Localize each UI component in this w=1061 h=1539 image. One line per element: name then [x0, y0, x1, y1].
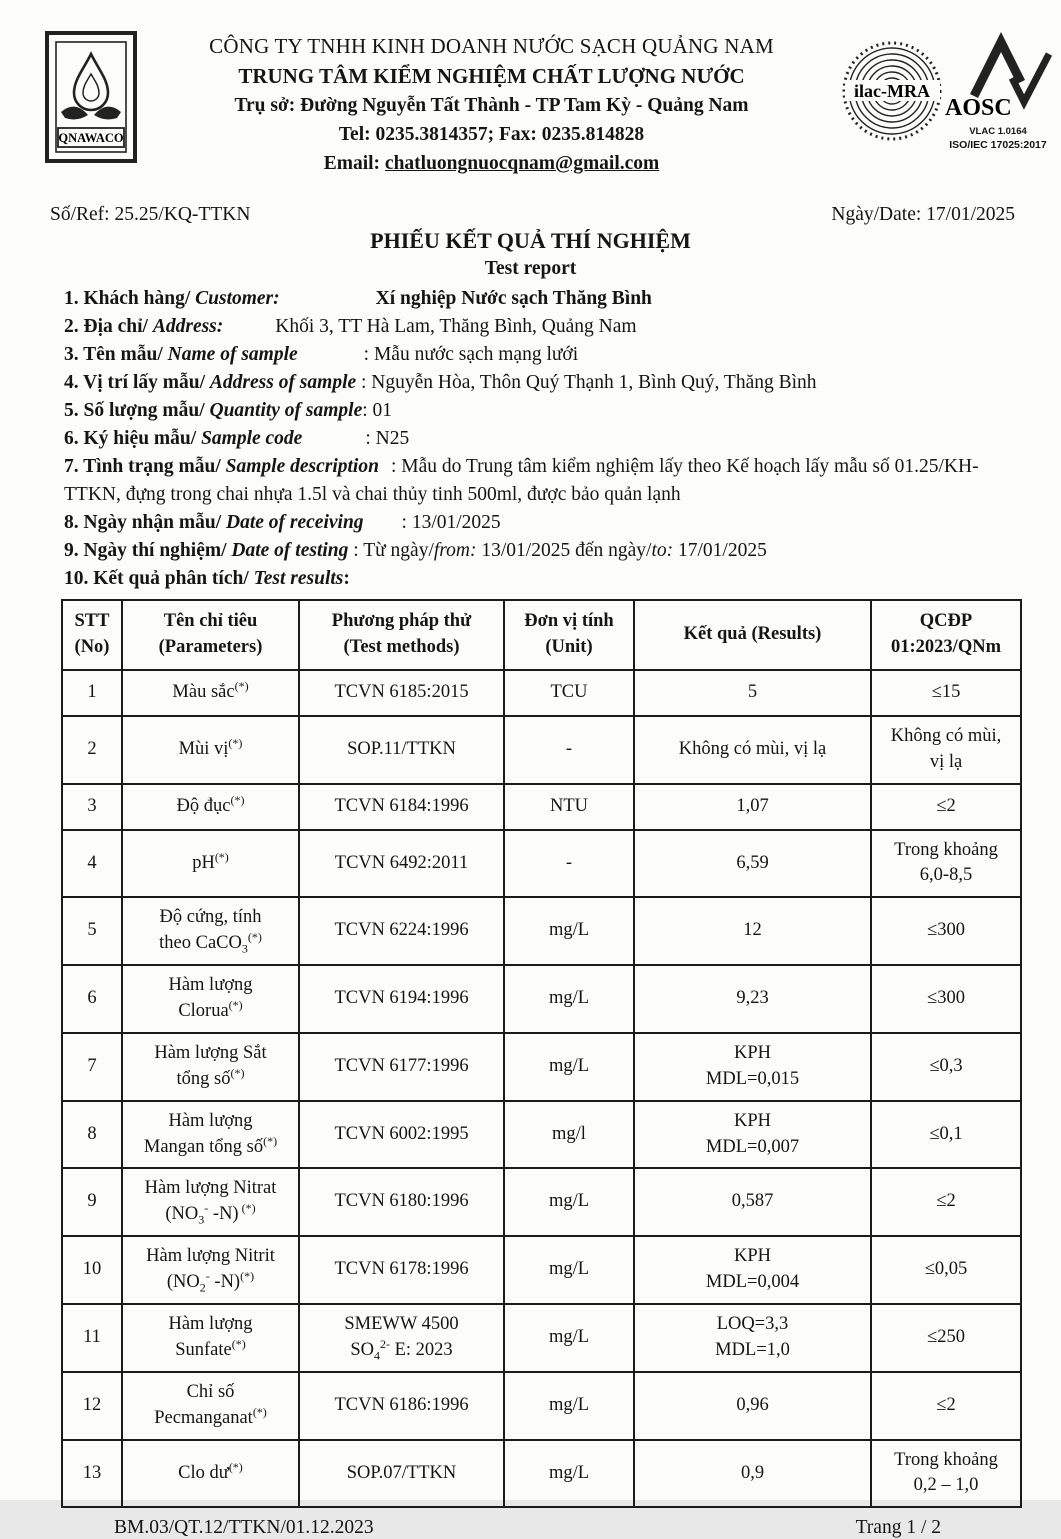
page-subtitle: Test report	[484, 258, 577, 279]
aosc-vlac-number: VLAC 1.0164	[969, 126, 1027, 137]
email-label: Email:	[323, 153, 385, 174]
svg-text:QNAWACO: QNAWACO	[58, 131, 124, 145]
cell-result: KPH MDL=0,004	[634, 1236, 871, 1304]
cell-result: 9,23	[634, 965, 871, 1033]
cell-limit: ≤250	[871, 1304, 1021, 1372]
cell-no: 13	[62, 1440, 122, 1508]
table-header	[62, 600, 1021, 670]
form-code: BM.03/QT.12/TTKN/01.12.2023	[114, 1517, 374, 1539]
cell-no: 11	[62, 1304, 122, 1372]
tel-fax-line: Tel: 0235.3814357; Fax: 0235.814828	[338, 124, 645, 145]
cell-result: 0,587	[634, 1168, 871, 1236]
ilac-mra-seal-icon	[841, 40, 944, 143]
cell-unit: mg/L	[504, 1440, 634, 1508]
water-drop-hands-icon	[44, 30, 138, 164]
ilac-mra-logo	[841, 40, 944, 148]
col-header-method: Phương pháp thử (Test methods)	[299, 600, 504, 670]
cell-result: LOQ=3,3 MDL=1,0	[634, 1304, 871, 1372]
svg-text:ilac-MRA: ilac-MRA	[854, 81, 930, 101]
cell-no: 4	[62, 830, 122, 898]
cell-parameter: Hàm lượng Sunfate(*)	[122, 1304, 299, 1372]
cell-parameter: Độ đục(*)	[122, 784, 299, 830]
cell-limit: ≤0,1	[871, 1101, 1021, 1169]
cell-no: 2	[62, 716, 122, 784]
cell-parameter: Hàm lượng Sắt tổng số(*)	[122, 1033, 299, 1101]
cell-method: TCVN 6186:1996	[299, 1372, 504, 1440]
cell-method: TCVN 6224:1996	[299, 897, 504, 965]
table-row	[62, 1440, 1021, 1508]
cell-result: 0,9	[634, 1440, 871, 1508]
cell-no: 3	[62, 784, 122, 830]
cell-result: 1,07	[634, 784, 871, 830]
cell-limit: ≤15	[871, 670, 1021, 716]
aosc-logo	[944, 34, 1052, 152]
table-row	[62, 784, 1021, 830]
cell-unit: mg/L	[504, 965, 634, 1033]
col-header-result: Kết quả (Results)	[634, 600, 871, 670]
table-row	[62, 1168, 1021, 1236]
cell-limit: Trong khoảng 6,0-8,5	[871, 830, 1021, 898]
cell-method: TCVN 6177:1996	[299, 1033, 504, 1101]
field-line: 6. Ký hiệu mẫu/ Sample code : N25	[64, 428, 410, 449]
cell-unit: mg/L	[504, 1236, 634, 1304]
cell-limit: ≤0,05	[871, 1236, 1021, 1304]
cell-method: TCVN 6492:2011	[299, 830, 504, 898]
col-header-no: STT (No)	[62, 600, 122, 670]
field-line: 8. Ngày nhận mẫu/ Date of receiving : 13/01/2025	[64, 512, 501, 533]
ref-date-row	[50, 204, 1015, 226]
table-row	[62, 1033, 1021, 1101]
document-footer	[114, 1517, 941, 1539]
table-row	[62, 1304, 1021, 1372]
cell-method: TCVN 6185:2015	[299, 670, 504, 716]
cell-no: 5	[62, 897, 122, 965]
page-number: Trang 1 / 2	[855, 1517, 941, 1539]
cell-no: 7	[62, 1033, 122, 1101]
document-ref: Số/Ref: 25.25/KQ-TTKN	[50, 204, 251, 225]
cell-parameter: Hàm lượng Mangan tổng số(*)	[122, 1101, 299, 1169]
cell-unit: mg/L	[504, 1033, 634, 1101]
cell-no: 8	[62, 1101, 122, 1169]
cell-result: KPH MDL=0,015	[634, 1033, 871, 1101]
field-line: 3. Tên mẫu/ Name of sample : Mẫu nước sạch mạng lưới	[64, 344, 579, 365]
cell-limit: ≤2	[871, 1168, 1021, 1236]
accreditation-logos	[841, 30, 1053, 152]
cell-parameter: pH(*)	[122, 830, 299, 898]
table-row	[62, 716, 1021, 784]
cell-unit: mg/L	[504, 1304, 634, 1372]
table-row	[62, 1372, 1021, 1440]
field-line: 2. Địa chỉ/ Address: Khối 3, TT Hà Lam, Thăng Bình, Quảng Nam	[64, 316, 637, 337]
cell-no: 6	[62, 965, 122, 1033]
cell-unit: mg/l	[504, 1101, 634, 1169]
cell-unit: mg/L	[504, 897, 634, 965]
cell-parameter: Chỉ số Pecmanganat(*)	[122, 1372, 299, 1440]
cell-parameter: Hàm lượng Nitrit ($NO_2^-$ -N)(*)	[122, 1236, 299, 1304]
cell-method: TCVN 6178:1996	[299, 1236, 504, 1304]
field-line: 9. Ngày thí nghiệm/ Date of testing : Từ ngày/from: 13/01/2025 đến ngày/to: 17/01/2025	[64, 540, 767, 561]
table-row	[62, 1236, 1021, 1304]
cell-unit: -	[504, 830, 634, 898]
document-header	[0, 0, 1061, 178]
cell-result: Không có mùi, vị lạ	[634, 716, 871, 784]
table-row	[62, 897, 1021, 965]
cell-unit: NTU	[504, 784, 634, 830]
cell-method: TCVN 6194:1996	[299, 965, 504, 1033]
cell-parameter: Hàm lượng Nitrat ($NO_3^-$ -N) (*)	[122, 1168, 299, 1236]
cell-limit: Trong khoảng 0,2 – 1,0	[871, 1440, 1021, 1508]
cell-unit: -	[504, 716, 634, 784]
cell-limit: ≤0,3	[871, 1033, 1021, 1101]
qnawaco-logo	[44, 30, 142, 169]
cell-result: 0,96	[634, 1372, 871, 1440]
cell-no: 9	[62, 1168, 122, 1236]
cell-unit: TCU	[504, 670, 634, 716]
email-line	[142, 149, 841, 178]
aosc-mark-icon	[944, 34, 1052, 120]
test-results-table	[61, 599, 1022, 1508]
cell-method: SOP.07/TTKN	[299, 1440, 504, 1508]
aosc-iso-standard: ISO/IEC 17025:2017	[949, 139, 1047, 151]
cell-parameter: Hàm lượng Clorua(*)	[122, 965, 299, 1033]
email-address: chatluongnuocqnam@gmail.com	[384, 153, 660, 174]
table-header-row	[62, 600, 1021, 670]
col-header-unit: Đơn vị tính (Unit)	[504, 600, 634, 670]
field-line: 4. Vị trí lấy mẫu/ Address of sample : Nguyễn Hòa, Thôn Quý Thạnh 1, Bình Quý, Thăng Bình	[64, 372, 817, 393]
cell-parameter: Mùi vị(*)	[122, 716, 299, 784]
center-name: TRUNG TÂM KIỂM NGHIỆM CHẤT LƯỢNG NƯỚC	[238, 64, 745, 88]
cell-parameter: Clo dư(*)	[122, 1440, 299, 1508]
field-line: 1. Khách hàng/ Customer: Xí nghiệp Nước sạch Thăng Bình	[64, 288, 652, 309]
svg-text:AOSC: AOSC	[945, 95, 1012, 121]
company-name: CÔNG TY TNHH KINH DOANH NƯỚC SẠCH QUẢNG NAM	[209, 34, 774, 58]
cell-limit: ≤300	[871, 965, 1021, 1033]
cell-method: SMEWW 4500 $SO_4^{2-}$ E: 2023	[299, 1304, 504, 1372]
cell-method: TCVN 6002:1995	[299, 1101, 504, 1169]
field-line: 7. Tình trạng mẫu/ Sample description : Mẫu do Trung tâm kiểm nghiệm lấy theo Kế hoạch lấy mẫu số 01.25/KH-TTKN, đựng trong chai nhựa 1.5l và chai thủy tinh 500ml, được bảo quản lạnh	[64, 456, 979, 505]
cell-result: KPH MDL=0,007	[634, 1101, 871, 1169]
document-date: Ngày/Date: 17/01/2025	[831, 204, 1015, 225]
cell-method: TCVN 6184:1996	[299, 784, 504, 830]
field-line: 5. Số lượng mẫu/ Quantity of sample: 01	[64, 400, 393, 421]
cell-no: 10	[62, 1236, 122, 1304]
col-header-limit: QCĐP 01:2023/QNm	[871, 600, 1021, 670]
table-row	[62, 1101, 1021, 1169]
cell-unit: mg/L	[504, 1168, 634, 1236]
cell-method: SOP.11/TTKN	[299, 716, 504, 784]
cell-limit: Không có mùi, vị lạ	[871, 716, 1021, 784]
cell-unit: mg/L	[504, 1372, 634, 1440]
col-header-parameter: Tên chỉ tiêu (Parameters)	[122, 600, 299, 670]
document-fields	[64, 285, 1017, 593]
table-row	[62, 670, 1021, 716]
table-row	[62, 830, 1021, 898]
cell-limit: ≤2	[871, 784, 1021, 830]
cell-no: 1	[62, 670, 122, 716]
cell-method: TCVN 6180:1996	[299, 1168, 504, 1236]
cell-result: 6,59	[634, 830, 871, 898]
field-line: 10. Kết quả phân tích/ Test results:	[64, 568, 350, 589]
cell-no: 12	[62, 1372, 122, 1440]
cell-parameter: Màu sắc(*)	[122, 670, 299, 716]
table-body	[62, 670, 1021, 1508]
company-heading	[142, 30, 841, 178]
cell-result: 5	[634, 670, 871, 716]
cell-limit: ≤2	[871, 1372, 1021, 1440]
table-row	[62, 965, 1021, 1033]
cell-parameter: Độ cứng, tính theo CaCO$_3$(*)	[122, 897, 299, 965]
address-line: Trụ sở: Đường Nguyễn Tất Thành - TP Tam Kỳ - Quảng Nam	[234, 95, 749, 116]
cell-limit: ≤300	[871, 897, 1021, 965]
cell-result: 12	[634, 897, 871, 965]
page-title: PHIẾU KẾT QUẢ THÍ NGHIỆM	[370, 228, 691, 253]
